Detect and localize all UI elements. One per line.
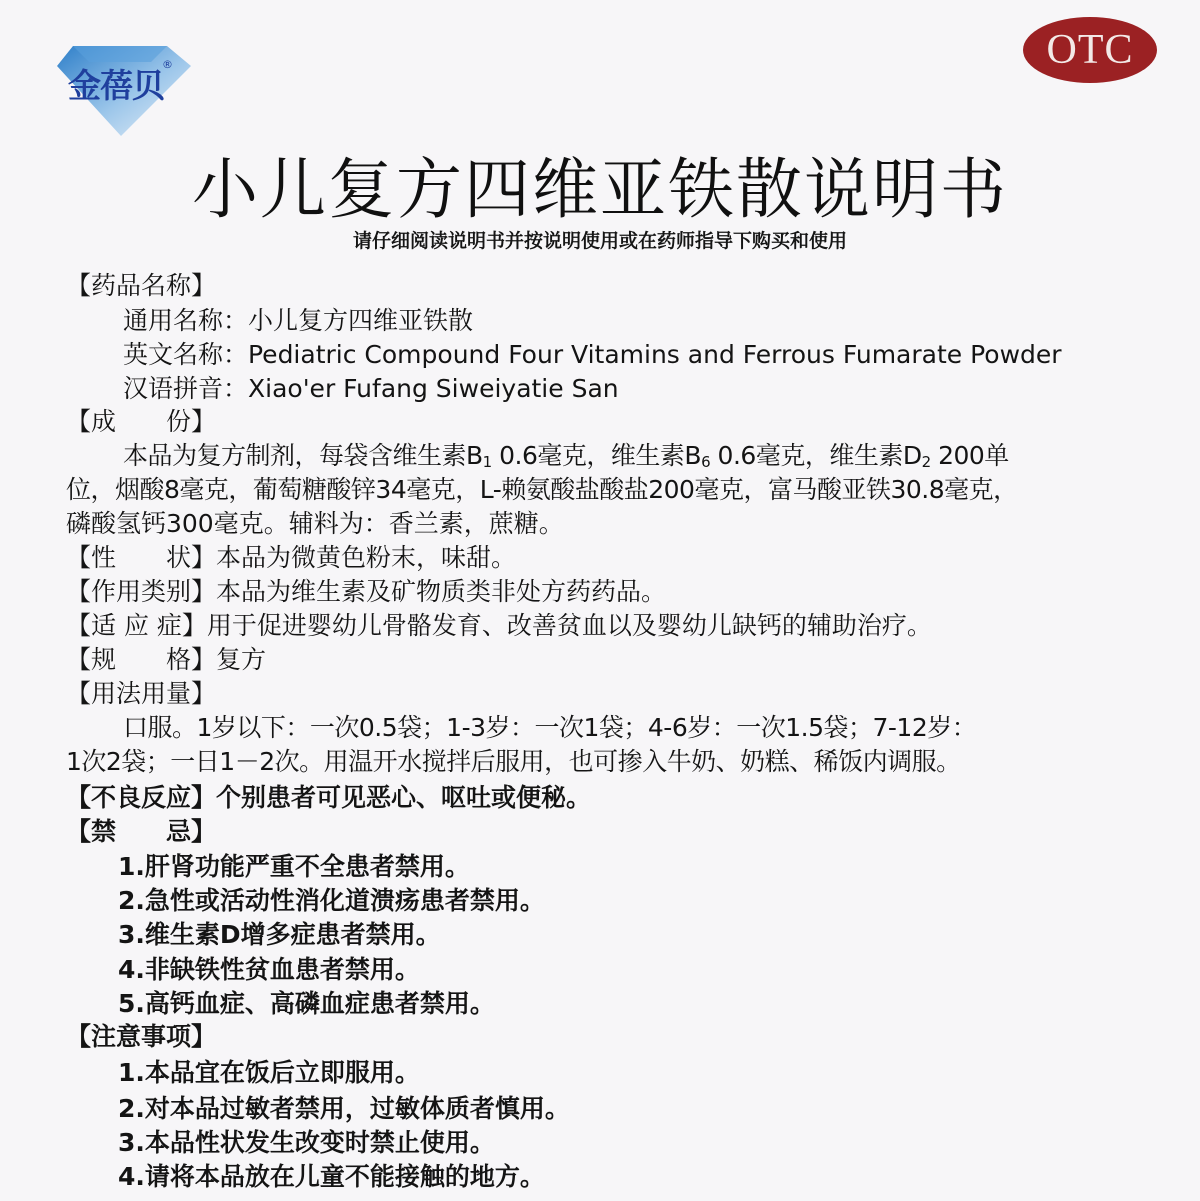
adverse-text: 个别患者可见恶心、呕吐或便秘。 — [216, 783, 592, 812]
document-subtitle: 请仔细阅读说明书并按说明使用或在药师指导下购买和使用 — [352, 230, 847, 252]
ingredients-text-b: 0.6毫克，维生素B — [491, 441, 702, 470]
dosage-line-2: 1次2袋；一日1－2次。用温开水搅拌后服用，也可掺入牛奶、奶糕、稀饭内调服。 — [66, 747, 961, 776]
ingredients-text-a: 本品为复方制剂，每袋含维生素B — [123, 441, 483, 470]
section-label-drug-name: 【药品名称】 — [66, 271, 217, 300]
english-name: 英文名称：Pediatric Compound Four Vitamins and Ferrous Fumarate Powder — [123, 340, 1062, 369]
registered-mark: ® — [162, 58, 173, 71]
brand-logo — [55, 42, 193, 138]
ingredients-text-d: 200单 — [930, 441, 1009, 470]
contraindication-item: 4.非缺铁性贫血患者禁用。 — [118, 955, 420, 984]
section-label-contraindications: 【禁 忌】 — [66, 817, 217, 846]
ingredients-line-3: 磷酸氢钙300毫克。辅料为：香兰素，蔗糖。 — [66, 509, 564, 538]
section-label-adverse: 【不良反应】 — [66, 783, 217, 812]
adverse-row — [66, 781, 591, 815]
dosage-line-1: 口服。1岁以下：一次0.5袋；1-3岁：一次1袋；4-6岁：一次1.5袋；7-12岁： — [123, 713, 977, 742]
section-label-description: 【性 状】 — [66, 543, 217, 572]
section-label-dosage: 【用法用量】 — [66, 679, 217, 708]
contraindication-item: 3.维生素D增多症患者禁用。 — [118, 920, 441, 949]
ingredients-line-2: 位，烟酸8毫克，葡萄糖酸锌34毫克，L-赖氨酸盐酸盐200毫克，富马酸亚铁30.8毫克， — [66, 475, 1018, 504]
indications-row — [66, 609, 932, 643]
section-label-specification: 【规 格】 — [66, 645, 217, 674]
specification-row — [66, 643, 266, 677]
description-text: 本品为微黄色粉末，味甜。 — [216, 543, 517, 572]
document-title: 小儿复方四维亚铁散说明书 — [192, 151, 1008, 228]
subscript-b1: 1 — [482, 453, 492, 471]
specification-text: 复方 — [216, 645, 267, 674]
logo-brand-text: 金蓓贝 — [68, 66, 164, 105]
subscript-b6: 6 — [701, 453, 711, 471]
otc-badge: OTC — [1023, 17, 1157, 83]
precaution-item: 4.请将本品放在儿童不能接触的地方。 — [118, 1162, 545, 1191]
pinyin-name: 汉语拼音：Xiao'er Fufang Siweiyatie San — [123, 374, 619, 403]
indications-text: 用于促进婴幼儿骨骼发育、改善贫血以及婴幼儿缺钙的辅助治疗。 — [206, 611, 932, 640]
ingredients-text-c: 0.6毫克，维生素D — [710, 441, 922, 470]
category-text: 本品为维生素及矿物质类非处方药药品。 — [216, 577, 667, 606]
precaution-item: 3.本品性状发生改变时禁止使用。 — [118, 1128, 495, 1157]
description-row — [66, 541, 516, 575]
ingredients-line-1 — [123, 439, 1009, 473]
section-label-category: 【作用类别】 — [66, 577, 217, 606]
precaution-item: 1.本品宜在饭后立即服用。 — [118, 1058, 420, 1087]
precaution-item: 2.对本品过敏者禁用，过敏体质者慎用。 — [118, 1094, 570, 1123]
section-label-indications: 【适 应 症】 — [66, 611, 207, 640]
category-row — [66, 575, 666, 609]
generic-name: 通用名称：小儿复方四维亚铁散 — [123, 306, 474, 335]
subscript-d2: 2 — [921, 453, 931, 471]
section-label-ingredients: 【成 份】 — [66, 407, 217, 436]
contraindication-item: 2.急性或活动性消化道溃疡患者禁用。 — [118, 886, 545, 915]
contraindication-item: 5.高钙血症、高磷血症患者禁用。 — [118, 989, 495, 1018]
contraindication-item: 1.肝肾功能严重不全患者禁用。 — [118, 852, 470, 881]
section-label-precautions: 【注意事项】 — [66, 1022, 217, 1051]
